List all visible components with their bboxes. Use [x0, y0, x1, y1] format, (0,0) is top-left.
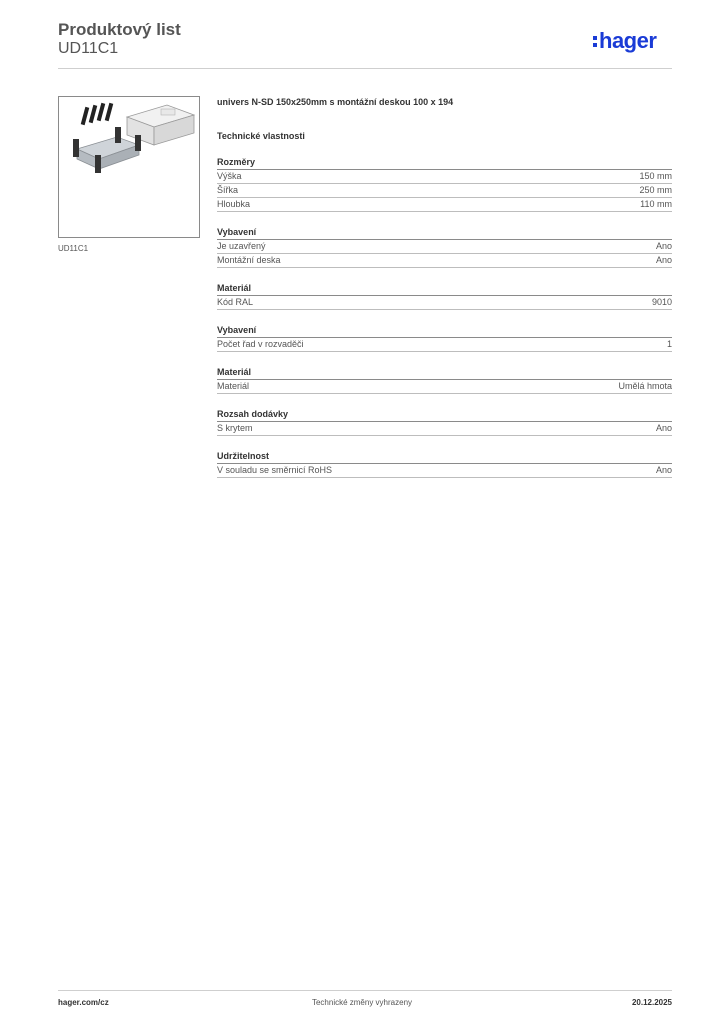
svg-text:hager: hager	[599, 28, 657, 53]
product-description: univers N-SD 150x250mm s montážní deskou 100 x 194	[217, 97, 454, 107]
spec-row	[217, 170, 672, 184]
spec-label: Počet řad v rozvaděči	[217, 339, 304, 349]
spec-row	[217, 464, 672, 478]
spec-value: Ano	[655, 423, 672, 433]
product-illustration	[59, 97, 199, 237]
footer-date: 20.12.2025	[631, 998, 672, 1007]
spec-label: Šířka	[217, 185, 239, 195]
spec-label: Hloubka	[217, 199, 251, 209]
spec-value: 1	[666, 339, 672, 349]
spec-value: Ano	[655, 255, 672, 265]
spec-value: 110 mm	[640, 199, 672, 209]
spec-label: Je uzavřený	[217, 241, 266, 251]
spec-row	[217, 184, 672, 198]
spec-row	[217, 254, 672, 268]
spec-value: Umělá hmota	[618, 381, 672, 391]
spec-value: Ano	[655, 465, 672, 475]
spec-label: Výška	[217, 171, 242, 181]
section-title: Rozsah dodávky	[217, 408, 672, 422]
spec-label: V souladu se směrnicí RoHS	[217, 465, 333, 475]
spec-label: Materiál	[217, 381, 250, 391]
spec-value: Ano	[655, 241, 672, 251]
spec-label: S krytem	[217, 423, 253, 433]
header-divider	[58, 68, 672, 69]
page-subtitle: UD11C1	[58, 40, 119, 57]
spec-row	[217, 240, 672, 254]
section-title: Vybavení	[217, 324, 672, 338]
page-title: Produktový list	[58, 20, 181, 39]
spec-row	[217, 380, 672, 394]
spec-value: 250 mm	[639, 185, 672, 195]
spec-label: Montážní deska	[217, 255, 281, 265]
spec-label: Kód RAL	[217, 297, 254, 307]
spec-value: 9010	[651, 297, 672, 307]
spec-row	[217, 338, 672, 352]
section-title: Materiál	[217, 282, 672, 296]
footer-website: hager.com/cz	[58, 998, 109, 1007]
spec-row	[217, 296, 672, 310]
spec-row	[217, 198, 672, 212]
product-image-caption: UD11C1	[58, 244, 89, 253]
footer-divider	[58, 990, 672, 991]
footer-notice: Technické změny vyhrazeny	[311, 998, 413, 1007]
section-title: Vybavení	[217, 226, 672, 240]
section-title: Rozměry	[217, 156, 672, 170]
technical-properties-title: Technické vlastnosti	[217, 131, 305, 141]
section-title: Materiál	[217, 366, 672, 380]
spec-row	[217, 422, 672, 436]
spec-value: 150 mm	[639, 171, 672, 181]
spec-sheet	[217, 96, 672, 478]
spec-sections	[217, 156, 672, 478]
section-title: Udržitelnost	[217, 450, 672, 464]
product-image	[58, 96, 200, 238]
hager-logo	[592, 26, 676, 58]
